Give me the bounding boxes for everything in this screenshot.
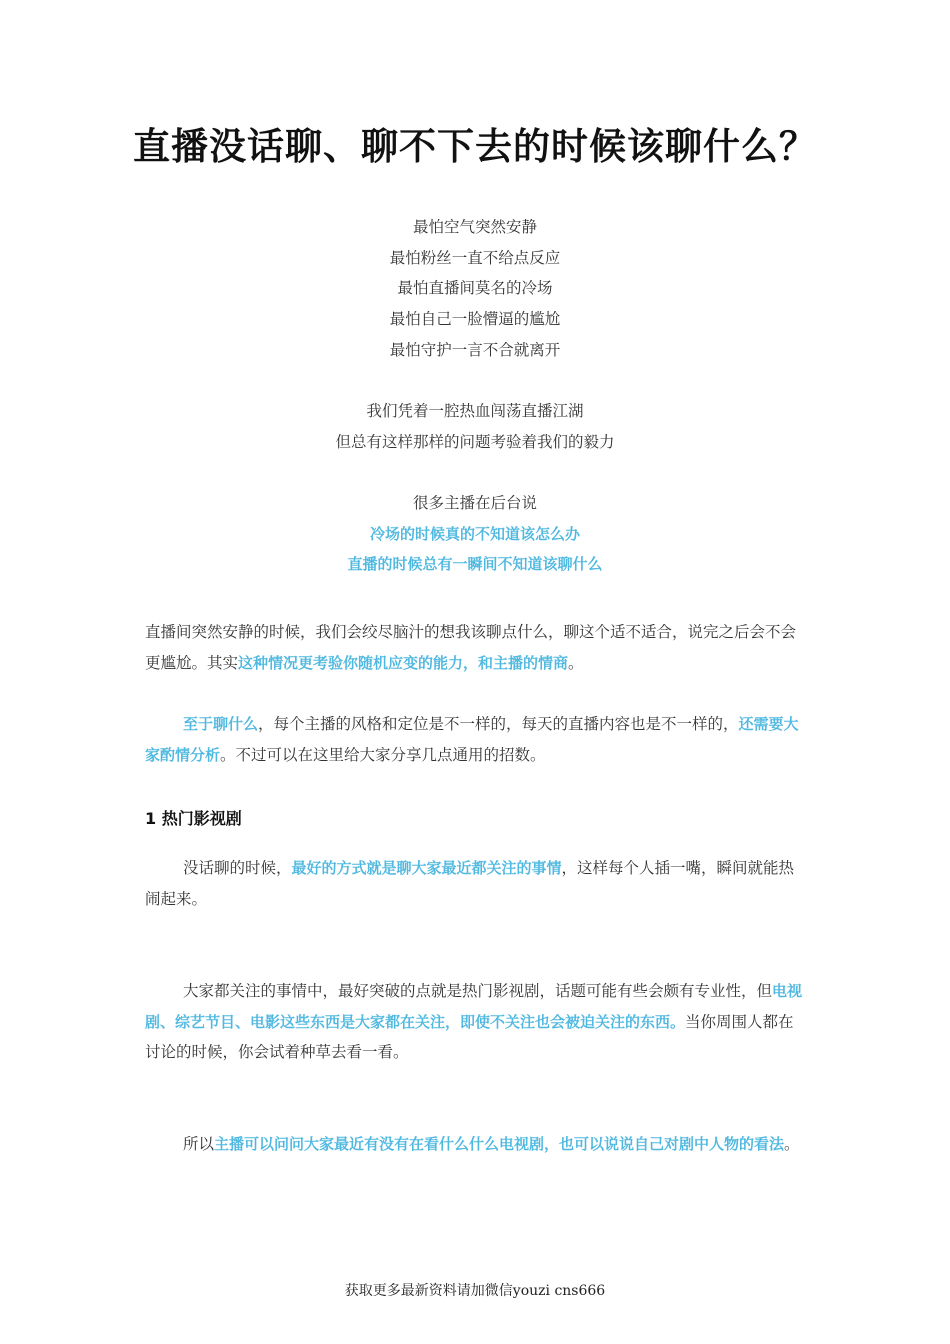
section-heading: 1 热门影视剧 (145, 809, 242, 828)
paragraph-highlight: 最好的方式就是聊大家最近都关注的事情 (291, 859, 562, 877)
paragraph-highlight: 这种情况更考验你随机应变的能力，和主播的情商 (238, 653, 569, 672)
paragraph-text: 。 (568, 653, 584, 672)
poem-line: 但总有这样那样的问题考验着我们的毅力 (335, 432, 615, 451)
poem-line: 最怕空气突然安静 (412, 218, 537, 236)
paragraph-4 (145, 976, 808, 1068)
paragraph-highlight: 至于聊什么 (183, 715, 259, 733)
intro-stanza-2 (0, 396, 950, 457)
paragraph-1 (145, 617, 808, 678)
intro-stanza-3 (0, 488, 950, 580)
paragraph-text: 当你周围人都在讨论的时候，你会试着种草去看一看。 (145, 1012, 794, 1061)
paragraph-text: 直播间突然安静的时候，我们会绞尽脑汁的想我该聊点什么，聊这个适不适合，说完之后会不会更尴尬。其实 (145, 623, 797, 672)
poem-line: 最怕直播间莫名的冷场 (397, 279, 553, 298)
paragraph-text: 。不过可以在这里给大家分享几点通用的招数。 (220, 745, 546, 764)
paragraph-text: 大家都关注的事情中，最好突破的点就是热门影视剧，话题可能有些会颇有专业性，但 (183, 982, 773, 1000)
paragraph-text: ，这样每个人插一嘴，瞬间就能热闹起来。 (145, 859, 795, 908)
paragraph-highlight: 还需要大家酌情分析 (145, 715, 799, 764)
poem-line: 很多主播在后台说 (412, 494, 537, 512)
paragraph-text: ，每个主播的风格和定位是不一样的，每天的直播内容也是不一样的， (258, 715, 739, 733)
paragraph-2 (145, 709, 808, 770)
paragraph-5 (145, 1129, 808, 1160)
poem-highlight-line: 冷场的时候真的不知道该怎么办 (369, 524, 580, 543)
paragraph-text: 所以 (183, 1135, 215, 1153)
poem-highlight-line: 直播的时候总有一瞬间不知道该聊什么 (347, 555, 603, 574)
paragraph-highlight: 主播可以问问大家最近有没有在看什么什么电视剧，也可以说说自己对剧中人物的看法 (214, 1135, 785, 1153)
poem-line: 我们凭着一腔热血闯荡直播江湖 (366, 402, 584, 420)
paragraph-text: 。 (784, 1135, 800, 1153)
poem-line: 最怕粉丝一直不给点反应 (389, 248, 561, 267)
intro-stanza-1 (0, 212, 950, 366)
poem-line: 最怕守护一言不合就离开 (389, 340, 561, 359)
paragraph-3 (145, 853, 808, 914)
paragraph-text: 没话聊的时候， (183, 859, 292, 877)
page-title: 直播没话聊、聊不下去的时候该聊什么？ (133, 124, 817, 168)
page-footer: 获取更多最新资料请加微信youzi cns666 (344, 1283, 606, 1299)
paragraph-highlight: 电视剧、综艺节目、电影这些东西是大家都在关注，即使不关注也会被迫关注的东西。 (145, 982, 803, 1031)
poem-line: 最怕自己一脸懵逼的尴尬 (389, 310, 561, 329)
